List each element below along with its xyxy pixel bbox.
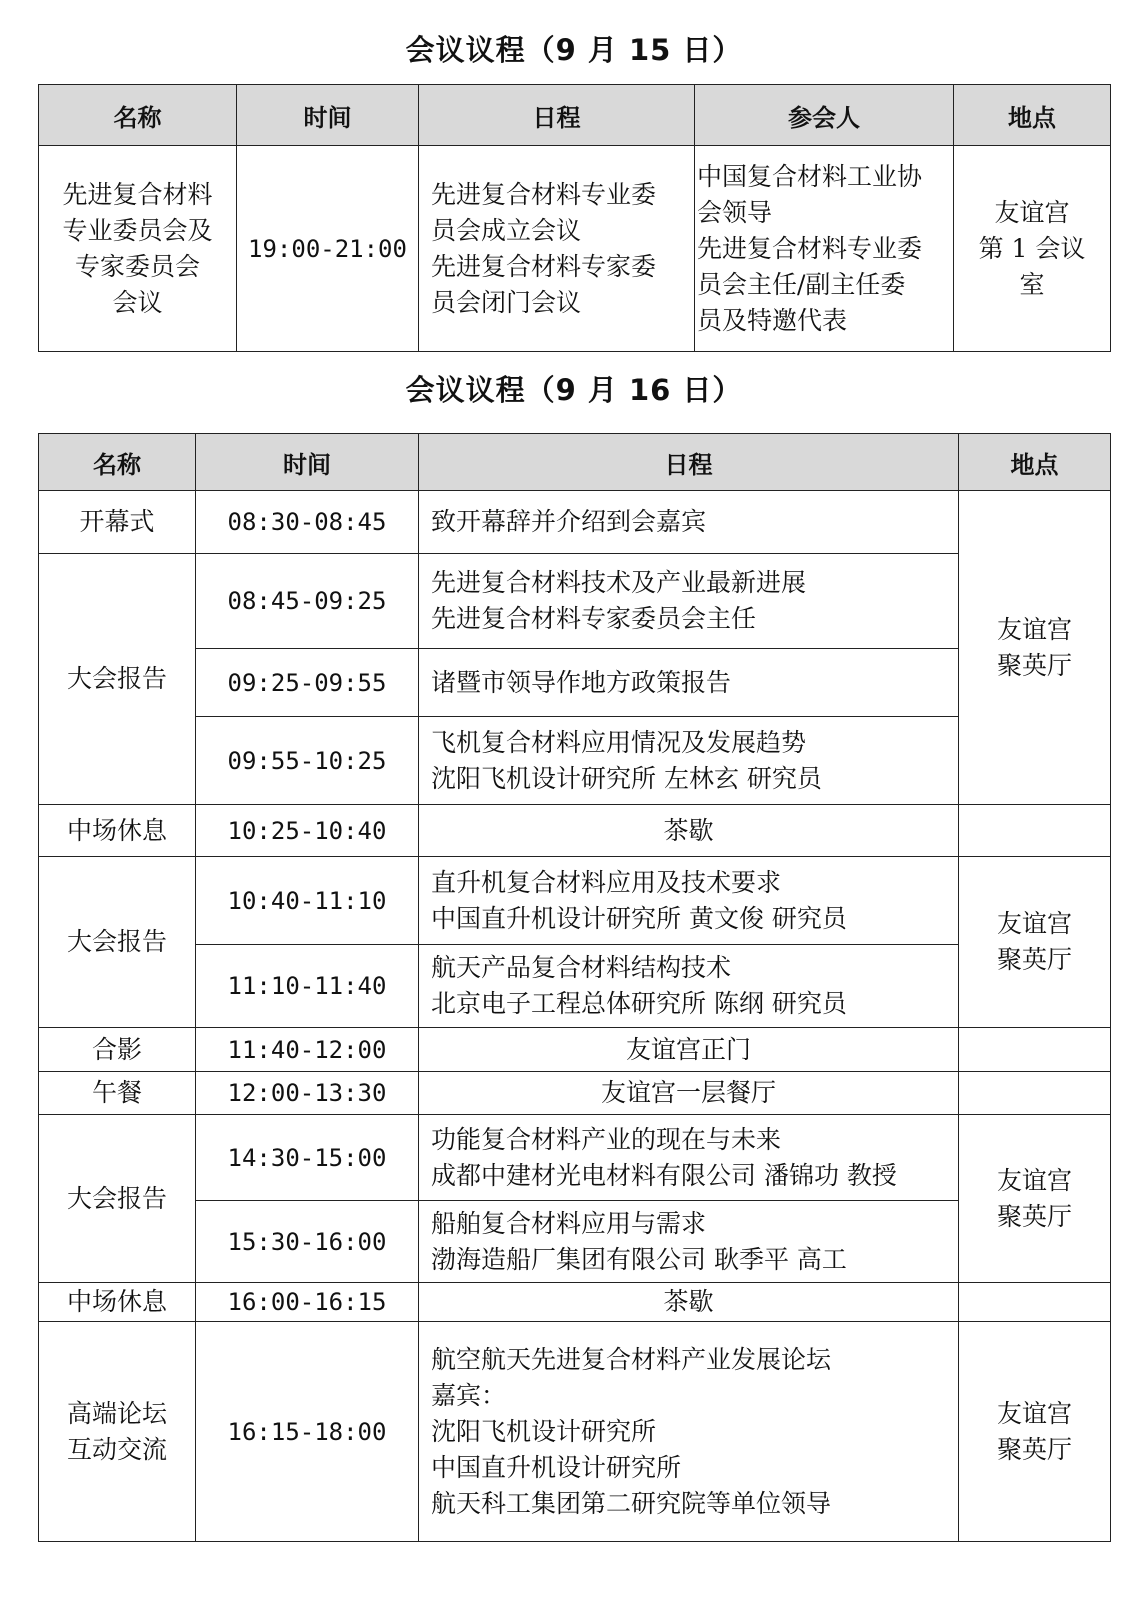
- session-time: 14:30-15:00: [196, 1115, 419, 1201]
- table-row: [39, 945, 1111, 1028]
- session-agenda: [419, 1322, 959, 1542]
- attendee-line: 员会主任/副主任委: [697, 269, 906, 299]
- agenda-line: 先进复合材料技术及产业最新进展: [431, 568, 807, 597]
- agenda-line: 北京电子工程总体研究所 陈纲 研究员: [431, 989, 847, 1018]
- session-name: 中场休息: [39, 805, 196, 857]
- session-venue-empty: [959, 805, 1111, 857]
- agenda-line: 船舶复合材料应用与需求: [431, 1208, 707, 1238]
- venue-line: 友谊宫: [996, 614, 1072, 644]
- name-line: 专家委员会: [74, 251, 200, 281]
- agenda-line: 航天科工集团第二研究院等单位领导: [431, 1488, 832, 1518]
- session-time: 16:00-16:15: [196, 1283, 419, 1322]
- name-line: 会议: [112, 287, 163, 317]
- venue-line: 友谊宫: [994, 197, 1070, 227]
- venue-line: 第 1 会议: [978, 233, 1086, 263]
- attendee-line: 中国复合材料工业协: [697, 161, 923, 191]
- header-time: 时间: [237, 85, 419, 146]
- session-agenda: [419, 717, 959, 805]
- session-time: 09:25-09:55: [196, 649, 419, 717]
- table-row: [39, 1028, 1111, 1072]
- session-time: 15:30-16:00: [196, 1201, 419, 1283]
- venue-line: 聚英厅: [996, 1201, 1072, 1231]
- session-agenda: [419, 146, 695, 352]
- header-venue: 地点: [959, 434, 1111, 491]
- session-agenda: [419, 945, 959, 1028]
- table-row: [39, 491, 1111, 554]
- session-venue-empty: [959, 1028, 1111, 1072]
- session-time: 16:15-18:00: [196, 1322, 419, 1542]
- session-venue-empty: [959, 1283, 1111, 1322]
- name-line: 专业委员会及: [62, 215, 213, 245]
- header-name: 名称: [39, 434, 196, 491]
- venue-line: 室: [1019, 269, 1045, 299]
- session-venue: [959, 1115, 1111, 1283]
- header-agenda: 日程: [419, 85, 695, 146]
- session-name: [39, 1322, 196, 1542]
- session-name: 开幕式: [39, 491, 196, 554]
- session-time: 08:45-09:25: [196, 554, 419, 649]
- session-attendees: [695, 146, 954, 352]
- agenda-line: 先进复合材料专业委: [431, 179, 657, 209]
- agenda-line: 先进复合材料专家委员会主任: [431, 604, 757, 633]
- session-agenda: 诸暨市领导作地方政策报告: [419, 649, 959, 717]
- header-attendees: 参会人: [695, 85, 954, 146]
- session-time: 08:30-08:45: [196, 491, 419, 554]
- session-venue: [959, 1322, 1111, 1542]
- venue-line: 聚英厅: [996, 650, 1072, 680]
- session-time: 09:55-10:25: [196, 717, 419, 805]
- session-time: 10:25-10:40: [196, 805, 419, 857]
- table-row: [39, 1283, 1111, 1322]
- venue-line: 友谊宫: [996, 1398, 1072, 1428]
- day1-title: 会议议程（9 月 15 日）: [405, 33, 743, 67]
- session-time: 11:40-12:00: [196, 1028, 419, 1072]
- session-time: 11:10-11:40: [196, 945, 419, 1028]
- agenda-table-day1: [38, 84, 1111, 352]
- agenda-line: 沈阳飞机设计研究所: [431, 1416, 657, 1446]
- session-agenda: [419, 554, 959, 649]
- agenda-line: 航空航天先进复合材料产业发展论坛: [431, 1344, 832, 1374]
- session-venue-empty: [959, 1072, 1111, 1115]
- session-name: 合影: [39, 1028, 196, 1072]
- session-agenda: 友谊宫正门: [419, 1028, 959, 1072]
- session-venue: [959, 857, 1111, 1028]
- session-agenda: [419, 1115, 959, 1201]
- attendee-line: 员及特邀代表: [697, 305, 848, 335]
- header-agenda: 日程: [419, 434, 959, 491]
- header-name: 名称: [39, 85, 237, 146]
- agenda-line: 成都中建材光电材料有限公司 潘锦功 教授: [431, 1160, 897, 1190]
- session-name: 大会报告: [39, 1115, 196, 1283]
- agenda-line: 沈阳飞机设计研究所 左林玄 研究员: [431, 763, 822, 793]
- agenda-line: 航天产品复合材料结构技术: [431, 953, 732, 982]
- table-row: [39, 717, 1111, 805]
- session-name: 中场休息: [39, 1283, 196, 1322]
- venue-line: 聚英厅: [996, 945, 1072, 974]
- name-line: 高端论坛: [66, 1398, 167, 1428]
- day2-title: 会议议程（9 月 16 日）: [405, 373, 743, 407]
- agenda-line: 先进复合材料专家委: [431, 251, 657, 281]
- venue-line: 友谊宫: [996, 1165, 1072, 1195]
- session-name: 大会报告: [39, 857, 196, 1028]
- session-agenda: 友谊宫一层餐厅: [419, 1072, 959, 1115]
- table-row: [39, 554, 1111, 649]
- agenda-line: 中国直升机设计研究所 黄文俊 研究员: [431, 903, 847, 933]
- agenda-line: 嘉宾：: [431, 1380, 507, 1410]
- session-venue: [954, 146, 1111, 352]
- session-agenda: [419, 1201, 959, 1283]
- agenda-line: 员会闭门会议: [431, 287, 582, 317]
- session-agenda: 致开幕辞并介绍到会嘉宾: [419, 491, 959, 554]
- session-name: 午餐: [39, 1072, 196, 1115]
- table-row: [39, 805, 1111, 857]
- table-row: [39, 649, 1111, 717]
- session-agenda: 茶歇: [419, 1283, 959, 1322]
- venue-line: 友谊宫: [996, 909, 1072, 938]
- header-venue: 地点: [954, 85, 1111, 146]
- agenda-line: 中国直升机设计研究所: [431, 1452, 682, 1482]
- agenda-line: 渤海造船厂集团有限公司 耿季平 高工: [431, 1244, 847, 1274]
- session-agenda: [419, 857, 959, 945]
- session-time: 12:00-13:30: [196, 1072, 419, 1115]
- table-row: [39, 1322, 1111, 1542]
- agenda-table-day2: [38, 433, 1111, 1542]
- session-time: 10:40-11:10: [196, 857, 419, 945]
- agenda-line: 飞机复合材料应用情况及发展趋势: [431, 727, 807, 757]
- agenda-line: 直升机复合材料应用及技术要求: [431, 867, 782, 897]
- venue-line: 聚英厅: [996, 1434, 1072, 1464]
- table-row: [39, 1115, 1111, 1201]
- name-line: 互动交流: [66, 1434, 167, 1464]
- name-line: 先进复合材料: [62, 179, 213, 209]
- session-time: 19:00-21:00: [237, 146, 419, 352]
- agenda-line: 功能复合材料产业的现在与未来: [431, 1124, 782, 1154]
- session-venue: [959, 491, 1111, 805]
- session-name: 大会报告: [39, 554, 196, 805]
- table-row: [39, 1072, 1111, 1115]
- agenda-line: 员会成立会议: [431, 215, 582, 245]
- header-time: 时间: [196, 434, 419, 491]
- attendee-line: 先进复合材料专业委: [697, 233, 923, 263]
- session-agenda: 茶歇: [419, 805, 959, 857]
- session-name: [39, 146, 237, 352]
- table-row: [39, 1201, 1111, 1283]
- table-row: [39, 857, 1111, 945]
- attendee-line: 会领导: [697, 197, 773, 227]
